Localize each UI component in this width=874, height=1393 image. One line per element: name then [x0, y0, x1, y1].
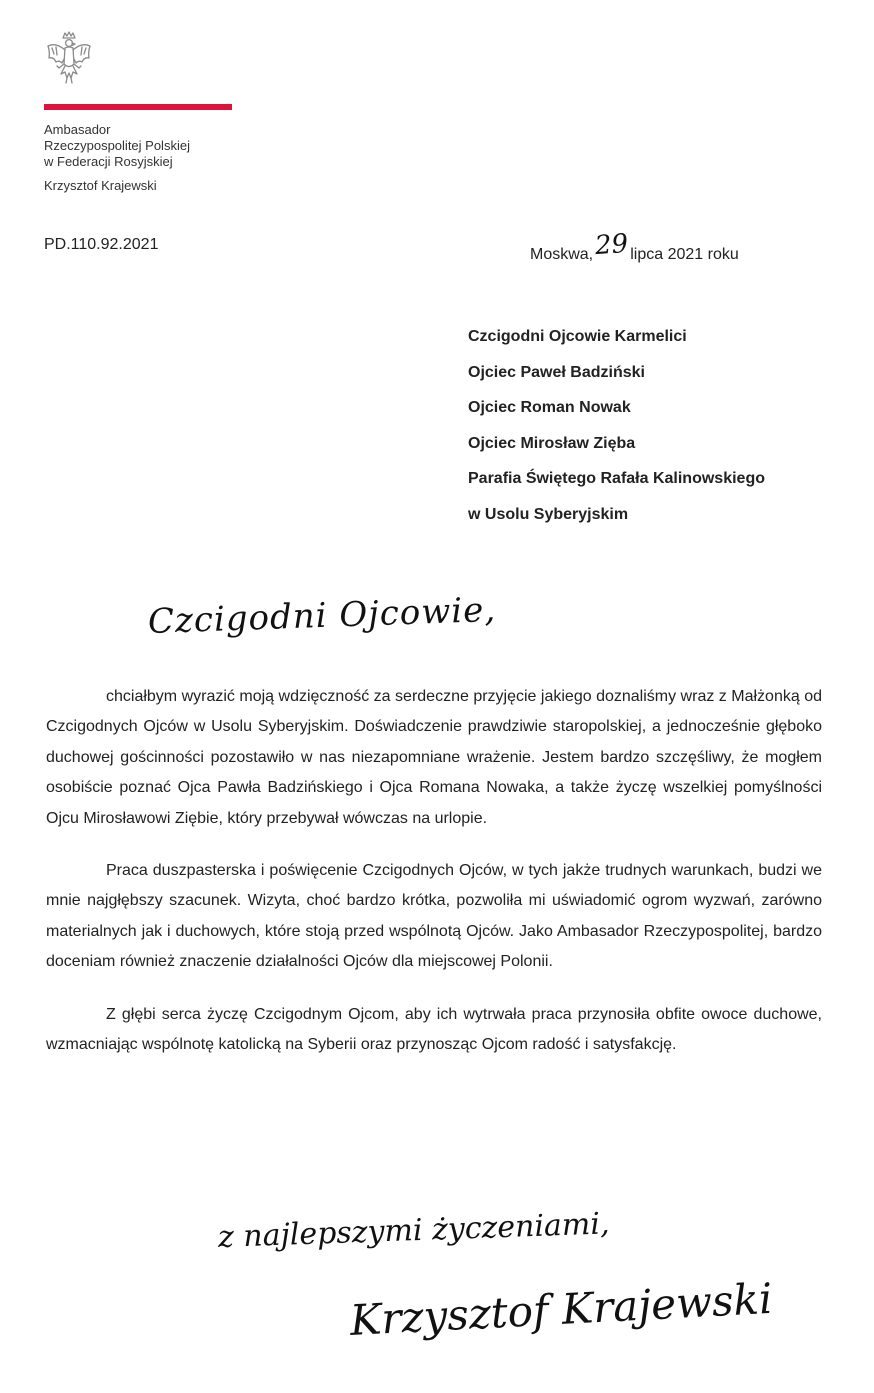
- letterhead-title-line-1: Ambasador: [44, 122, 111, 137]
- letterhead-author: Krzysztof Krajewski: [44, 178, 157, 193]
- recipient-line: w Usolu Syberyjskim: [468, 505, 629, 523]
- body-paragraph: Z głębi serca życzę Czcigodnym Ojcom, aby ich wytrwała praca przynosiła obfite owoce duchowe, wzmacniając wspólnotę katolicką na Syberii oraz przynosząc Ojcom radość i satysfakcję.: [46, 1005, 822, 1054]
- handwritten-signature: Krzysztof Krajewski: [348, 1273, 774, 1345]
- date-line: [530, 228, 739, 266]
- handwritten-salutation: Czcigodni Ojcowie,: [147, 589, 497, 642]
- recipient-line: Ojciec Paweł Badziński: [468, 363, 645, 381]
- letterhead-title-line-3: w Federacji Rosyjskiej: [44, 154, 173, 169]
- handwritten-closing: z najlepszymi życzeniami,: [217, 1206, 611, 1255]
- flag-red-bar: [44, 104, 232, 110]
- recipient-line: Ojciec Mirosław Zięba: [468, 434, 636, 452]
- body-paragraph: Praca duszpasterska i poświęcenie Czcigodnych Ojców, w tych jakże trudnych warunkach, budzi we mnie najgłębszy szacunek. Wizyta, choć bardzo krótka, pozwoliła mi uświadomić ogrom wyzwań, zarówno materialnych jak i duchowych, które stoją przed wspólnotą Ojców. Jako Ambasador Rzeczypospolitej, bardzo doceniam również znaczenie działalności Ojców dla miejscowej Polonii.: [46, 862, 822, 971]
- date-day-handwritten: 29: [594, 228, 630, 262]
- white-eagle-emblem-icon: [44, 30, 94, 88]
- reference-number: PD.110.92.2021: [44, 236, 159, 253]
- recipient-line: Ojciec Roman Nowak: [468, 399, 631, 417]
- letterhead-title-line-2: Rzeczypospolitej Polskiej: [44, 138, 190, 153]
- body-paragraph: chciałbym wyrazić moją wdzięczność za serdeczne przyjęcie jakiego doznaliśmy wraz z Małżonką od Czcigodnych Ojców w Usolu Syberyjskim. Doświadczenie prawdziwie staropolskiej, a jednocześnie głęboko duchowej gościnności pozostawiło w nas niezapomniane wrażenie. Jestem bardzo szczęśliwy, że mogłem osobiście poznać Ojca Pawła Badzińskiego i Ojca Romana Nowaka, a także życzę wszelkiej pomyślności Ojcu Mirosławowi Ziębie, który przebywał wówczas na urlopie.: [46, 688, 822, 827]
- recipient-line: Czcigodni Ojcowie Karmelici: [468, 328, 687, 345]
- recipient-block: [468, 328, 765, 542]
- letter-body: [46, 682, 822, 1082]
- date-place: Moskwa,: [530, 246, 594, 263]
- recipient-line: Parafia Świętego Rafała Kalinowskiego: [468, 470, 765, 488]
- date-month-year: lipca 2021 roku: [630, 246, 739, 263]
